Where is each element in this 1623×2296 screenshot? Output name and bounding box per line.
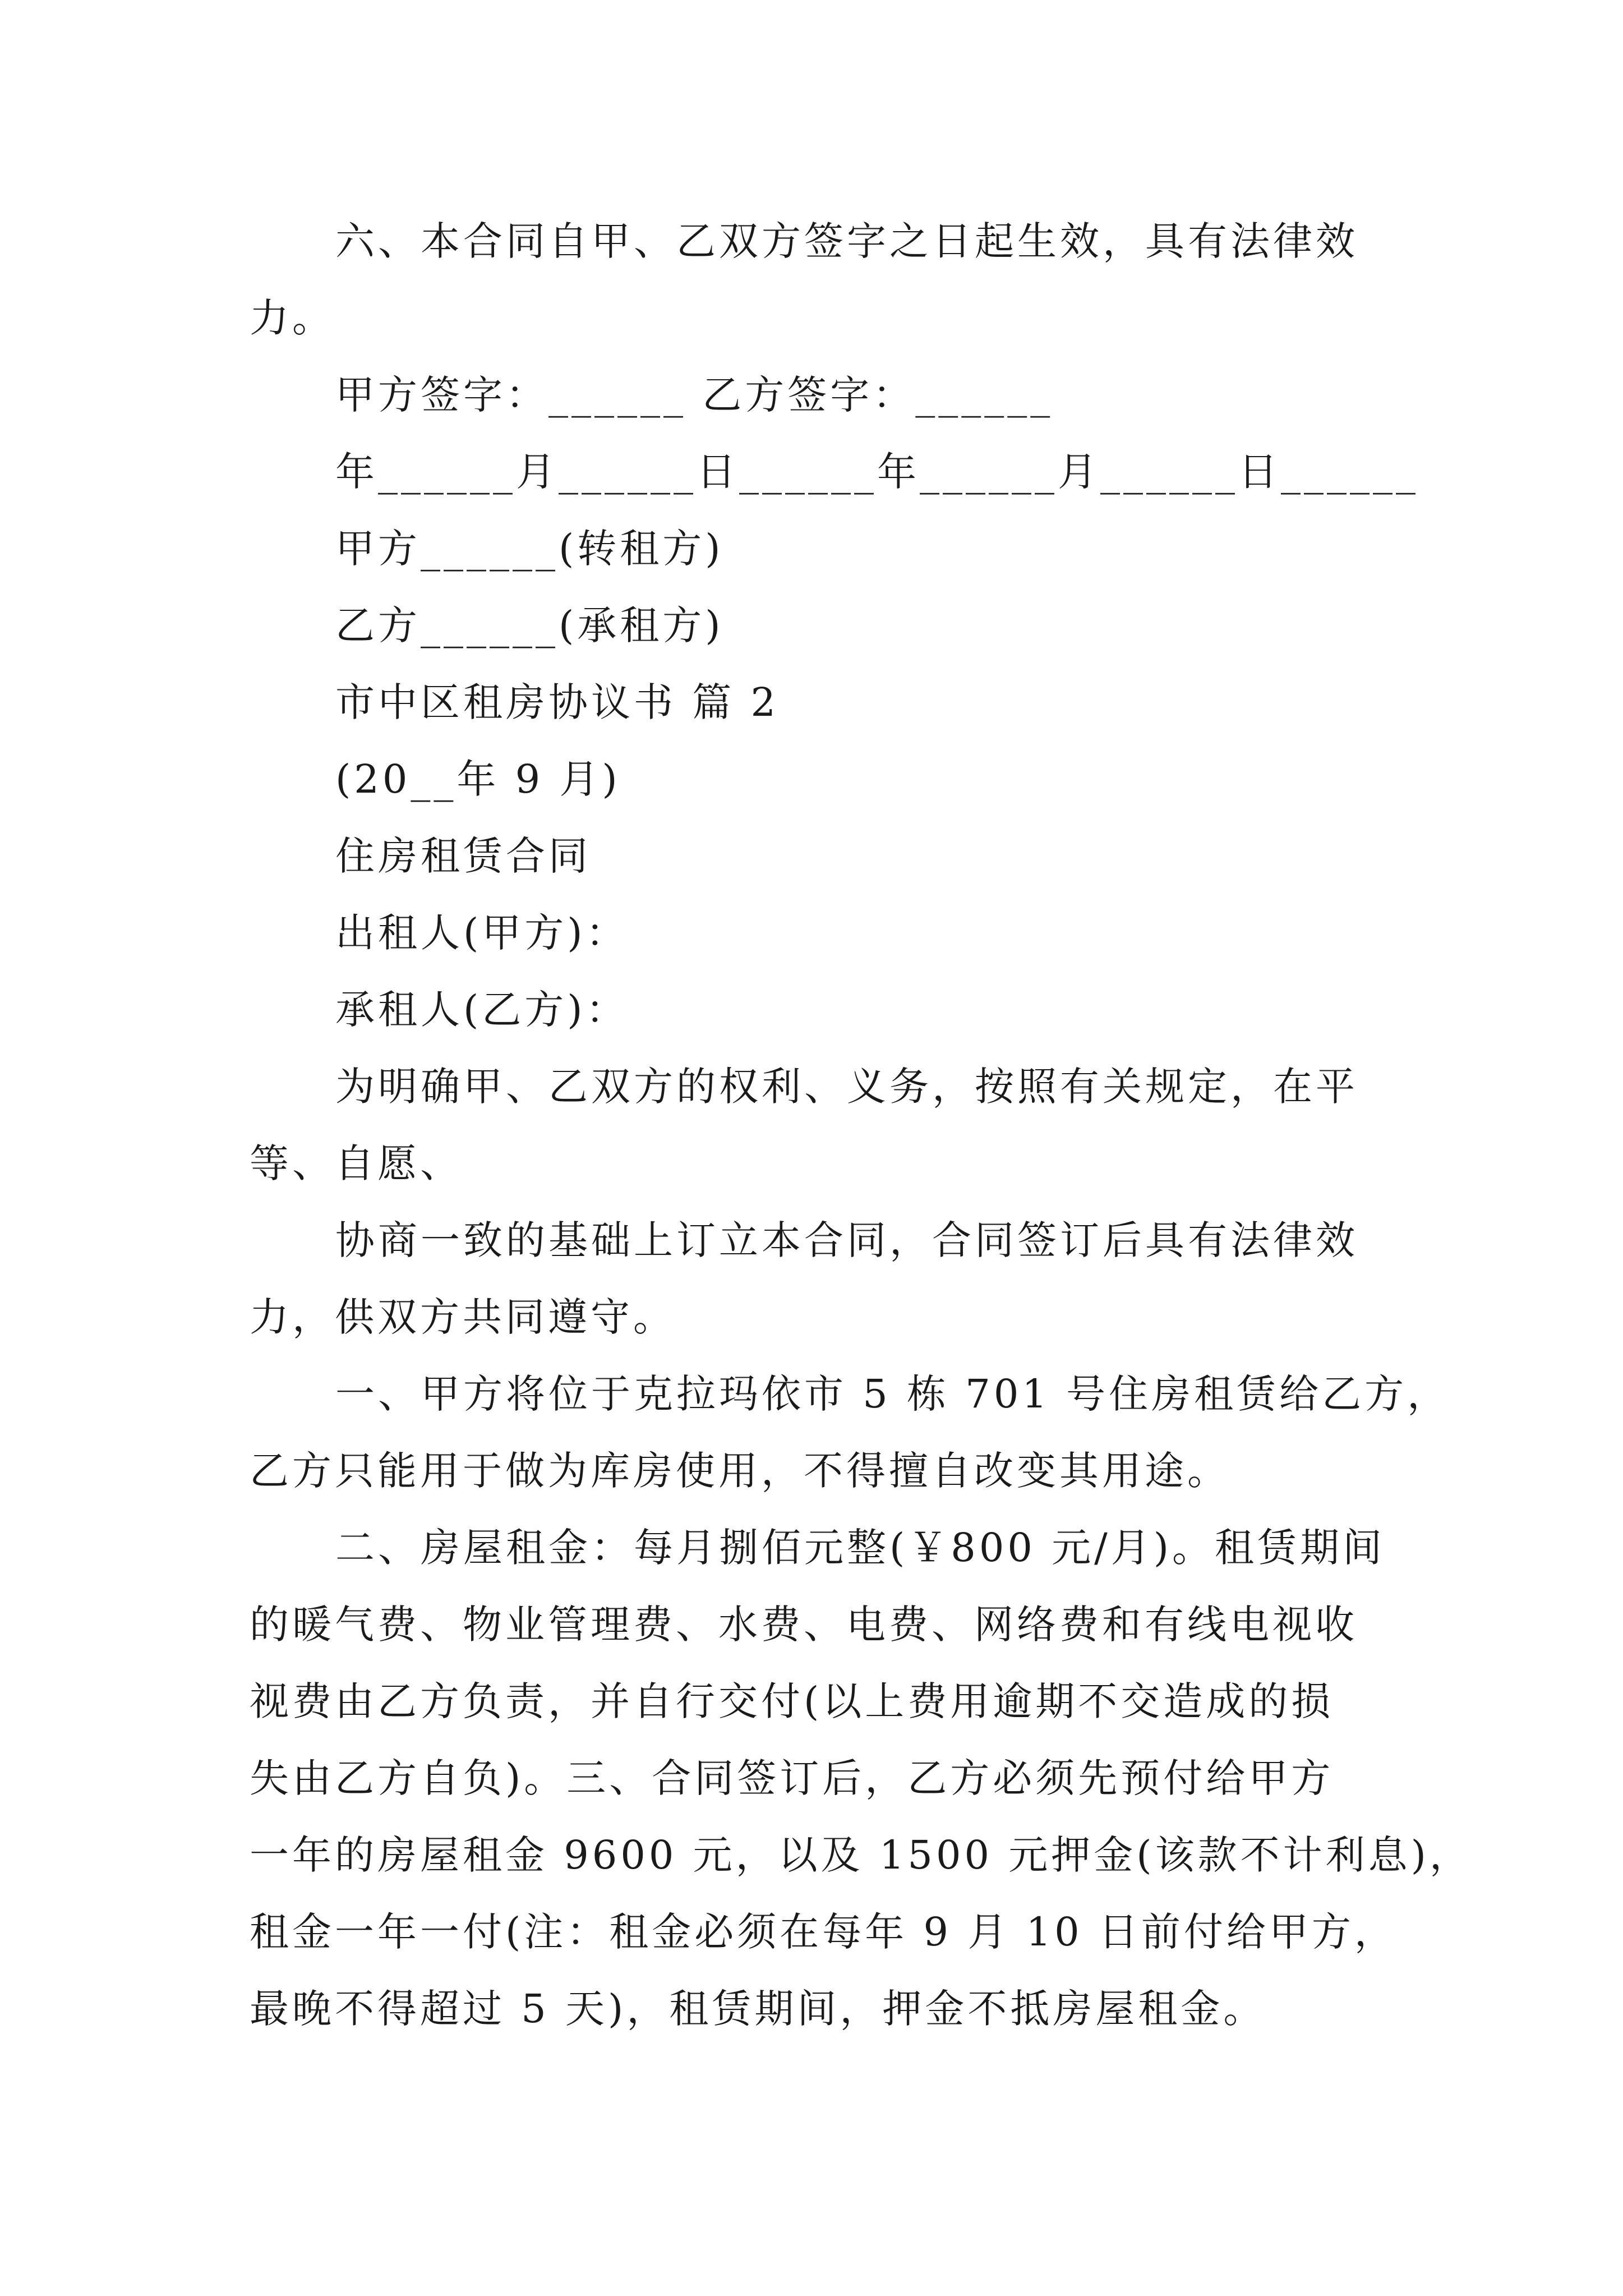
- clause-3-line: 一年的房屋租金 9600 元，以及 1500 元押金(该款不计利息)，: [250, 1832, 1472, 1878]
- contract-title: 住房租赁合同: [335, 833, 591, 879]
- clause-2-line: 的暖气费、物业管理费、水费、电费、网络费和有线电视收: [250, 1602, 1358, 1648]
- clause-3-line: 最晚不得超过 5 天)，租赁期间，押金不抵房屋租金。: [250, 1986, 1266, 2032]
- clause-3-line: 租金一年一付(注：租金必须在每年 9 月 10 日前付给甲方，: [250, 1909, 1397, 1955]
- lessor-line: 出租人(甲方)：: [335, 910, 629, 956]
- date-line: 年______月______日______年______月______日______: [335, 449, 1419, 495]
- party-b-lessee-line: 乙方______(承租方): [335, 602, 724, 648]
- clause-2-line: 二、房屋租金：每月捌佰元整(￥800 元/月)。租赁期间: [335, 1525, 1386, 1571]
- text-line-clause-6: 六、本合同自甲、乙双方签字之日起生效，具有法律效: [335, 218, 1358, 264]
- preamble-line: 为明确甲、乙双方的权利、义务，按照有关规定，在平: [335, 1064, 1358, 1110]
- clause-1-line: 乙方只能用于做为库房使用，不得擅自改变其用途。: [250, 1448, 1230, 1494]
- preamble-line: 协商一致的基础上订立本合同，合同签订后具有法律效: [335, 1217, 1358, 1263]
- party-a-sublessor-line: 甲方______(转租方): [335, 526, 724, 572]
- preamble-line: 力，供双方共同遵守。: [250, 1294, 676, 1340]
- preamble-line: 等、自愿、: [250, 1140, 463, 1186]
- clause-2-line: 视费由乙方负责，并自行交付(以上费用逾期不交造成的损: [250, 1678, 1334, 1724]
- text-line: 力。: [250, 295, 335, 341]
- lessee-line: 承租人(乙方)：: [335, 987, 629, 1033]
- clause-3-line: 失由乙方自负)。三、合同签订后，乙方必须先预付给甲方: [250, 1755, 1334, 1801]
- document-date: (20__年 9 月): [335, 756, 621, 802]
- signature-line: 甲方签字：______ 乙方签字：______: [335, 372, 1054, 418]
- section-title: 市中区租房协议书 篇 2: [335, 679, 780, 725]
- clause-1-line: 一、甲方将位于克拉玛依市 5 栋 701 号住房租赁给乙方，: [335, 1371, 1450, 1417]
